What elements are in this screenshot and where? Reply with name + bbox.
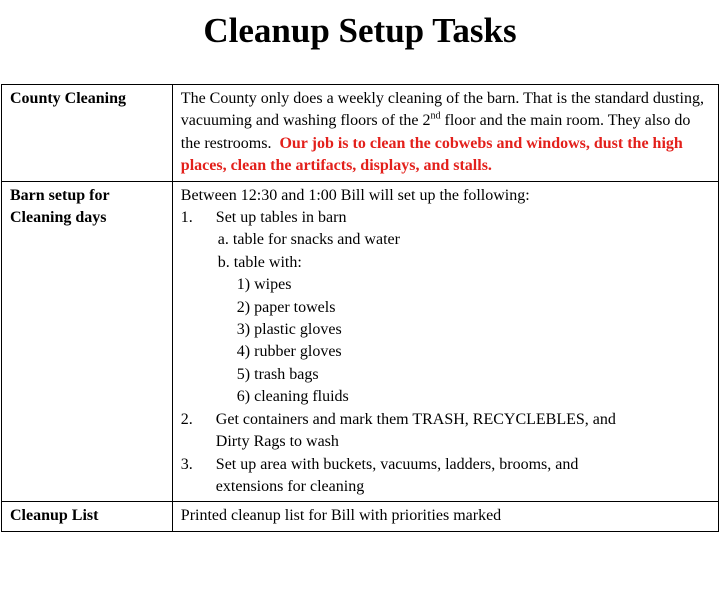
county-cleaning-text: The County only does a weekly cleaning of the barn. That is the standard dusting, vacuuming and washing floors of the 2 bbox=[180, 90, 704, 130]
label-line: Cleaning days bbox=[10, 209, 107, 227]
page-title: Cleanup Setup Tasks bbox=[203, 11, 517, 50]
list-item-line: Set up area with buckets, vacuums, ladders, brooms, and bbox=[215, 455, 579, 473]
list-item bbox=[181, 207, 710, 229]
table-row-barn-setup bbox=[2, 181, 719, 502]
supply-item: 4) rubber gloves bbox=[236, 343, 342, 361]
ordinal-suffix: nd bbox=[430, 111, 441, 123]
list-item-text bbox=[216, 454, 710, 499]
list-item-line: extensions for cleaning bbox=[215, 477, 365, 495]
barn-setup-intro: Between 12:30 and 1:00 Bill will set up the following: bbox=[180, 186, 530, 204]
supply-item: 6) cleaning fluids bbox=[236, 388, 349, 406]
list-item-number: 3. bbox=[180, 455, 193, 473]
row-content-barn-setup bbox=[172, 181, 718, 502]
sub-item: b. table with: bbox=[217, 253, 302, 271]
supply-item: 1) wipes bbox=[236, 276, 292, 294]
row-label-county-cleaning: County Cleaning bbox=[2, 85, 173, 182]
row-content-cleanup-list: Printed cleanup list for Bill with priorities marked bbox=[172, 502, 718, 531]
sub-item: a. table for snacks and water bbox=[217, 231, 400, 249]
supply-item: 3) plastic gloves bbox=[236, 321, 342, 339]
table-row-county-cleaning bbox=[2, 85, 719, 182]
list-item bbox=[181, 454, 710, 499]
list-item-number: 2. bbox=[180, 410, 193, 428]
table-row-cleanup-list bbox=[2, 502, 719, 531]
list-item-line: Get containers and mark them TRASH, RECYCLEBLES, and bbox=[215, 410, 616, 428]
county-cleaning-text-cont: floor and the main room. They also do the restrooms. bbox=[180, 112, 691, 152]
list-item-text bbox=[216, 409, 710, 454]
supply-item: 5) trash bags bbox=[236, 365, 319, 383]
row-label-barn-setup bbox=[2, 181, 173, 502]
our-job-highlight: Our job is to clean the cobwebs and windows, dust the high places, clean the artifacts, displays, and stalls. bbox=[180, 134, 683, 175]
label-line: Barn setup for bbox=[10, 186, 110, 204]
list-item bbox=[181, 409, 710, 454]
list-item-line: Dirty Rags to wash bbox=[215, 433, 339, 451]
list-item-number: 1. bbox=[180, 209, 193, 227]
row-content-county-cleaning bbox=[172, 85, 718, 182]
row-label-cleanup-list: Cleanup List bbox=[2, 502, 173, 531]
tasks-table bbox=[1, 84, 719, 532]
list-item-text: Set up tables in barn bbox=[215, 209, 347, 227]
supply-item: 2) paper towels bbox=[236, 298, 336, 316]
